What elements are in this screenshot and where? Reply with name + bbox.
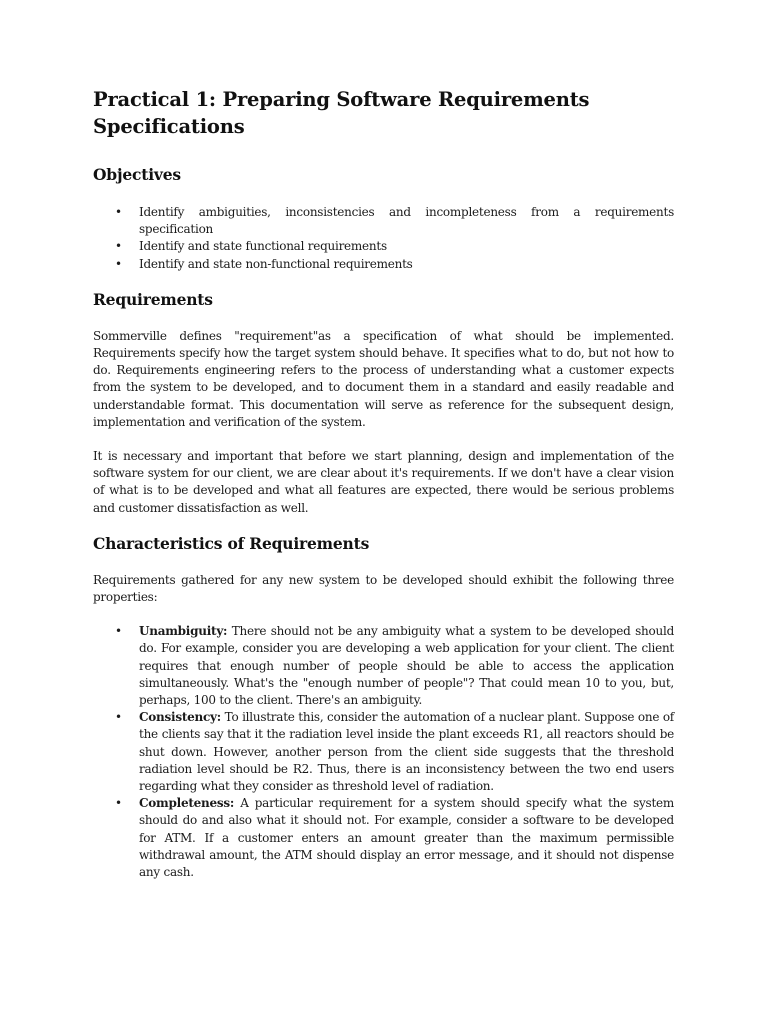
bullet-icon: •	[115, 710, 122, 725]
bullet-icon: •	[115, 796, 122, 811]
term-label: Completeness:	[139, 796, 235, 811]
bullet-icon: •	[115, 256, 122, 271]
requirements-paragraph-1: Sommerville defines "requirement"as a specification of what should be implemented. Requirements specify how the target system should behave. It specifies what to do, but not how to do. Requirements engineering refers to the process of understanding what a customer expects from the system to be developed, and to document them in a standard and easily readable and understandable format. This documentation will serve as reference for the subsequent design, implementation and verification of the system.	[93, 328, 674, 429]
list-item: • Consistency: To illustrate this, consider the automation of a nuclear plant. Suppose one of the clients say that it the radiation level inside the plant exceeds R1, all reactors should be shut down. However, another person from the client side suggests that the threshold radiation level should be R2. Thus, there is an inconsistency between the two end users regarding what they consider as threshold level of radiation.	[115, 710, 674, 794]
bullet-icon: •	[115, 624, 122, 639]
requirements-heading: Requirements	[93, 289, 213, 309]
list-item: • Identify and state functional requirements	[139, 238, 674, 255]
bullet-icon: •	[115, 239, 122, 254]
page-title: Practical 1: Preparing Software Requirements Specifications	[93, 88, 590, 138]
list-item: • Unambiguity: There should not be any ambiguity what a system to be developed should do. For example, consider you are developing a web application for your client. The client requires that enough number of people should be able to access the application simultaneously. What's the "enough number of people"? That could mean 10 to you, but, perhaps, 100 to the client. There's an ambiguity.	[115, 624, 674, 708]
term-label: Unambiguity:	[139, 624, 228, 639]
bullet-icon: •	[115, 205, 122, 219]
list-item: • Identify ambiguities, inconsistencies and incompleteness from a requirements specification	[115, 205, 674, 237]
list-item: • Completeness: A particular requirement for a system should specify what the system should do and also what it should not. For example, consider a software to be developed for ATM. If a customer enters an amount greater than the maximum permissible withdrawal amount, the ATM should display an error message, and it should not dispense any cash.	[115, 796, 674, 880]
characteristics-intro: Requirements gathered for any new system to be developed should exhibit the following three properties:	[93, 572, 674, 605]
term-label: Consistency:	[139, 710, 221, 725]
objectives-list	[93, 204, 674, 273]
objectives-heading: Objectives	[93, 165, 181, 184]
characteristics-heading: Characteristics of Requirements	[93, 533, 370, 553]
list-item: • Identify and state non-functional requirements	[139, 256, 674, 273]
characteristics-list	[93, 623, 674, 881]
requirements-paragraph-2: It is necessary and important that before we start planning, design and implementation of the software system for our client, we are clear about it's requirements. If we don't have a clear vision of what is to be developed and what all features are expected, there would be serious problems and customer dissatisfaction as well.	[93, 449, 674, 515]
